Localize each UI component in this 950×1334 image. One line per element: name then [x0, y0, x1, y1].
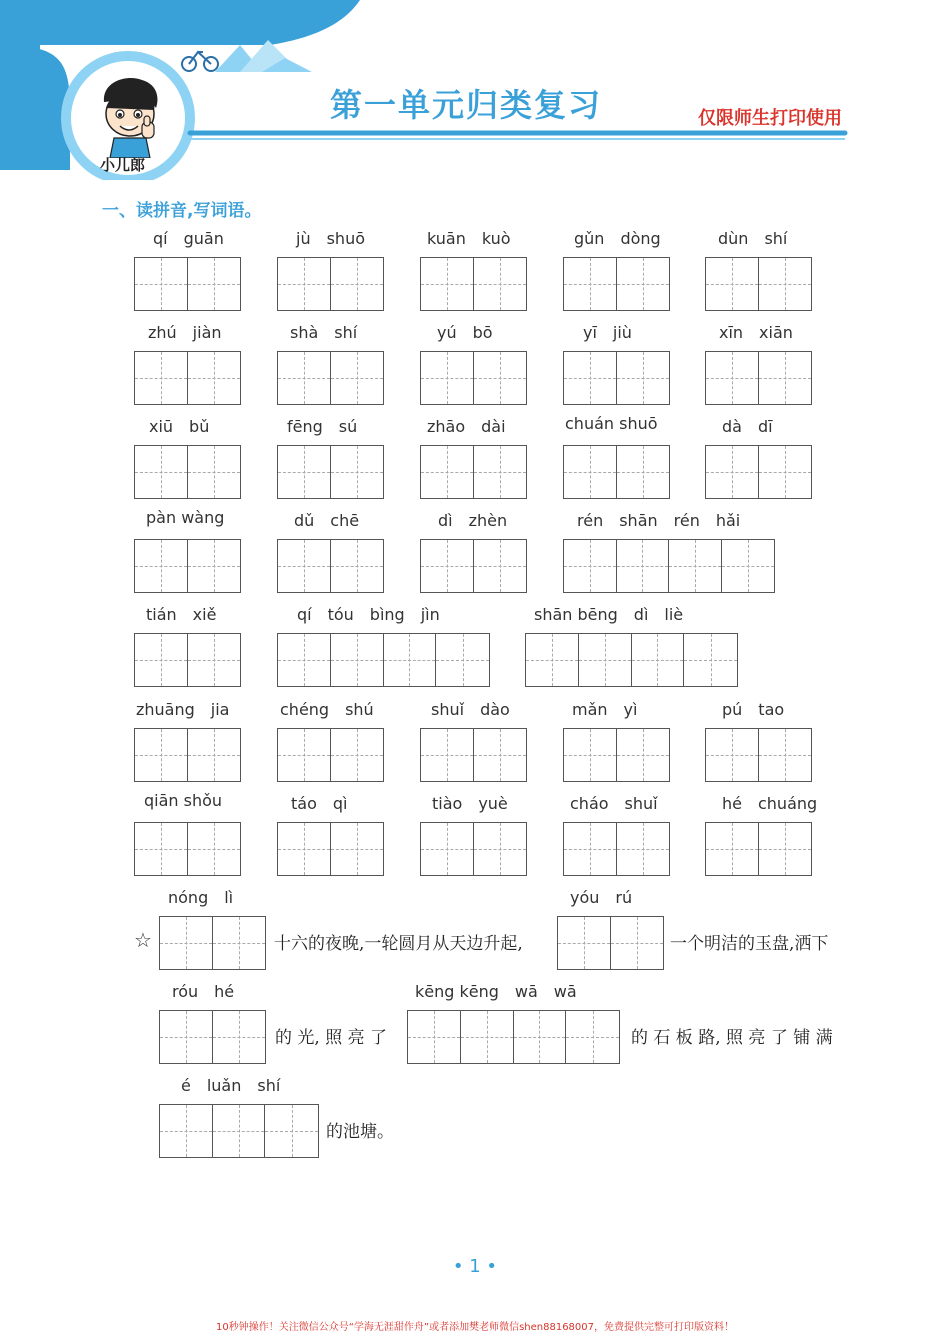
pinyin-label: shuǐ dào — [431, 700, 510, 719]
pinyin-label: dì zhèn — [438, 511, 508, 530]
character-grid[interactable] — [277, 633, 490, 687]
pinyin-label: xiū bǔ — [149, 417, 210, 436]
character-grid[interactable] — [705, 728, 812, 782]
page-number: • 1 • — [452, 1256, 498, 1277]
pinyin-label: zhāo dài — [427, 417, 506, 436]
pinyin-label: qí tóu bìng jìn — [297, 605, 440, 624]
character-grid[interactable] — [134, 351, 241, 405]
passage-text: 十六的夜晚,一轮圆月从天边升起, — [274, 934, 523, 954]
character-grid[interactable] — [277, 822, 384, 876]
passage-text: 的 光, 照 亮 了 — [275, 1028, 388, 1048]
character-grid[interactable] — [277, 728, 384, 782]
pinyin-label: zhuāng jia — [136, 700, 230, 719]
character-grid[interactable] — [407, 1010, 620, 1064]
pinyin-label: táo qì — [291, 794, 348, 813]
pinyin-label: kuān kuò — [427, 229, 511, 248]
character-grid[interactable] — [563, 728, 670, 782]
pinyin-label: xīn xiān — [719, 323, 793, 342]
character-grid[interactable] — [420, 822, 527, 876]
character-grid[interactable] — [563, 445, 670, 499]
character-grid[interactable] — [277, 351, 384, 405]
character-grid[interactable] — [159, 1104, 319, 1158]
pinyin-label: chéng shú — [280, 700, 374, 719]
character-grid[interactable] — [563, 822, 670, 876]
section-title: 一、读拼音,写词语。 — [102, 201, 262, 221]
pinyin-label: shān bēng dì liè — [534, 605, 684, 624]
character-grid[interactable] — [705, 822, 812, 876]
character-grid[interactable] — [134, 728, 241, 782]
pinyin-label: dǔ chē — [294, 511, 360, 530]
character-grid[interactable] — [277, 445, 384, 499]
pinyin-label: yī jiù — [583, 323, 632, 342]
pinyin-label: tián xiě — [146, 605, 217, 624]
pinyin-label: dùn shí — [718, 229, 788, 248]
passage-text: 一个明洁的玉盘,洒下 — [670, 934, 829, 954]
footer-notice: 10秒钟操作！关注微信公众号“学海无涯甜作舟”或者添加樊老师微信shen88168007，免费提供完整可打印版资料！ — [215, 1322, 735, 1333]
character-grid[interactable] — [705, 351, 812, 405]
pinyin-label: rén shān rén hǎi — [577, 511, 741, 530]
svg-text:*: * — [256, 36, 261, 47]
pinyin-label: cháo shuǐ — [570, 794, 658, 813]
character-grid[interactable] — [563, 351, 670, 405]
pinyin-label: pú tao — [722, 700, 785, 719]
pinyin-label: yóu rú — [570, 888, 633, 907]
pinyin-label: chuán shuō — [565, 414, 658, 433]
character-grid[interactable] — [134, 822, 241, 876]
pinyin-label: pàn wàng — [146, 508, 225, 527]
character-grid[interactable] — [134, 633, 241, 687]
passage-text: 的池塘。 — [326, 1122, 394, 1142]
pinyin-label: shà shí — [290, 323, 358, 342]
character-grid[interactable] — [134, 257, 241, 311]
pinyin-label: dà dī — [722, 417, 773, 436]
pinyin-label: zhú jiàn — [148, 323, 222, 342]
character-grid[interactable] — [420, 445, 527, 499]
character-grid[interactable] — [563, 539, 775, 593]
pinyin-label: jù shuō — [296, 229, 365, 248]
pinyin-label: kēng kēng wā wā — [415, 982, 577, 1001]
page-title: 第一单元归类复习 — [330, 86, 603, 124]
passage-text: 的 石 板 路, 照 亮 了 铺 满 — [631, 1028, 833, 1048]
pinyin-label: róu hé — [172, 982, 235, 1001]
pinyin-label: gǔn dòng — [574, 229, 661, 248]
character-grid[interactable] — [420, 257, 527, 311]
character-grid[interactable] — [277, 257, 384, 311]
pinyin-label: mǎn yì — [572, 700, 638, 719]
pinyin-label: hé chuáng — [722, 794, 818, 813]
pinyin-label: qiān shǒu — [144, 791, 223, 810]
mascot-label: 小儿郎 — [100, 156, 146, 174]
character-grid[interactable] — [420, 351, 527, 405]
character-grid[interactable] — [420, 728, 527, 782]
character-grid[interactable] — [134, 445, 241, 499]
pinyin-label: yú bō — [437, 323, 493, 342]
pinyin-label: nóng lì — [168, 888, 234, 907]
character-grid[interactable] — [159, 916, 266, 970]
mascot-boy-icon — [96, 72, 164, 158]
pinyin-label: tiào yuè — [432, 794, 508, 813]
character-grid[interactable] — [563, 257, 670, 311]
character-grid[interactable] — [705, 445, 812, 499]
print-usage-tagline: 仅限师生打印使用 — [698, 108, 842, 129]
character-grid[interactable] — [525, 633, 738, 687]
pinyin-label: fēng sú — [287, 417, 358, 436]
character-grid[interactable] — [159, 1010, 266, 1064]
pinyin-label: qí guān — [153, 229, 224, 248]
character-grid[interactable] — [134, 539, 241, 593]
character-grid[interactable] — [277, 539, 384, 593]
character-grid[interactable] — [705, 257, 812, 311]
star-icon: ☆ — [134, 928, 152, 952]
pinyin-label: é luǎn shí — [181, 1076, 281, 1095]
character-grid[interactable] — [557, 916, 664, 970]
character-grid[interactable] — [420, 539, 527, 593]
